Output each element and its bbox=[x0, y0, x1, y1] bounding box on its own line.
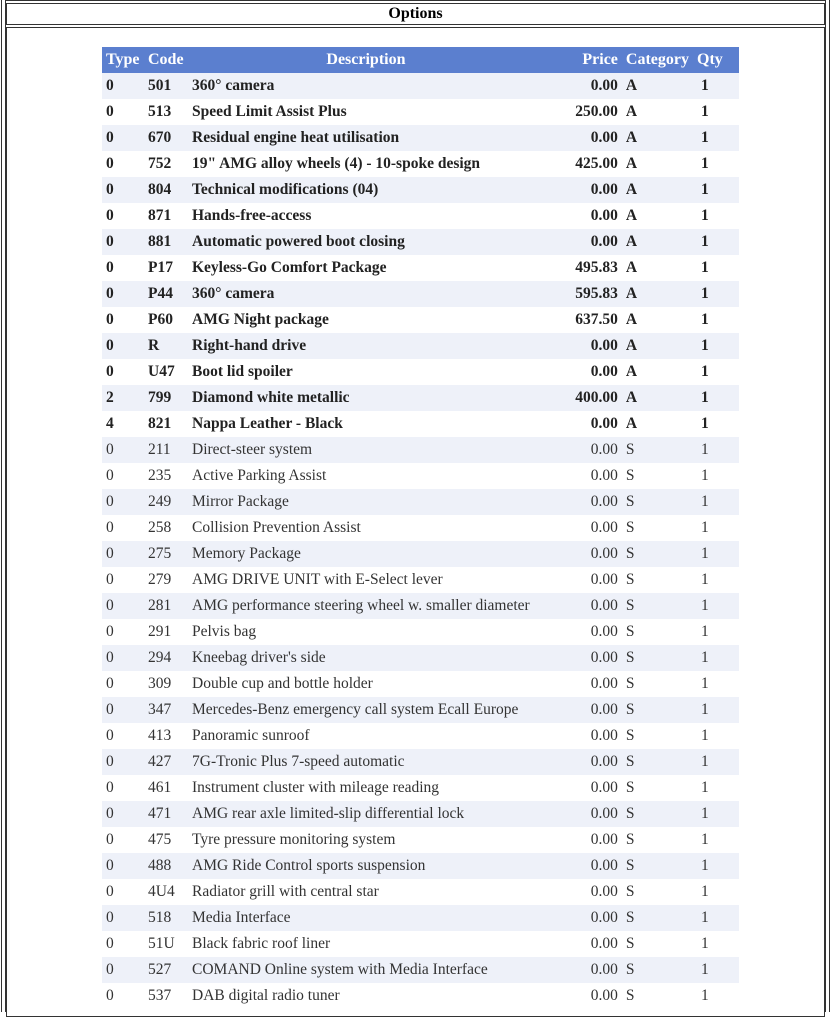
cell-qty: 1 bbox=[693, 567, 739, 593]
cell-description: AMG Night package bbox=[188, 307, 544, 333]
cell-price: 0.00 bbox=[544, 125, 622, 151]
cell-qty: 1 bbox=[693, 203, 739, 229]
cell-qty: 1 bbox=[693, 957, 739, 983]
cell-description: Right-hand drive bbox=[188, 333, 544, 359]
cell-code: P60 bbox=[144, 307, 188, 333]
cell-code: 291 bbox=[144, 619, 188, 645]
cell-category: S bbox=[622, 463, 693, 489]
cell-price: 425.00 bbox=[544, 151, 622, 177]
cell-type: 0 bbox=[102, 775, 144, 801]
cell-description: Panoramic sunroof bbox=[188, 723, 544, 749]
cell-qty: 1 bbox=[693, 177, 739, 203]
cell-code: 527 bbox=[144, 957, 188, 983]
cell-category: S bbox=[622, 515, 693, 541]
cell-type: 0 bbox=[102, 671, 144, 697]
table-row bbox=[102, 463, 739, 489]
cell-code: 799 bbox=[144, 385, 188, 411]
table-row bbox=[102, 281, 739, 307]
cell-price: 0.00 bbox=[544, 801, 622, 827]
cell-type: 0 bbox=[102, 125, 144, 151]
cell-type: 0 bbox=[102, 801, 144, 827]
table-row bbox=[102, 203, 739, 229]
cell-description: Black fabric roof liner bbox=[188, 931, 544, 957]
table-row bbox=[102, 749, 739, 775]
cell-code: 4U4 bbox=[144, 879, 188, 905]
table-row bbox=[102, 255, 739, 281]
cell-price: 0.00 bbox=[544, 489, 622, 515]
cell-type: 0 bbox=[102, 957, 144, 983]
cell-type: 0 bbox=[102, 281, 144, 307]
cell-category: S bbox=[622, 567, 693, 593]
cell-category: A bbox=[622, 281, 693, 307]
table-row bbox=[102, 125, 739, 151]
cell-description: Instrument cluster with mileage reading bbox=[188, 775, 544, 801]
table-row bbox=[102, 593, 739, 619]
cell-code: 235 bbox=[144, 463, 188, 489]
cell-qty: 1 bbox=[693, 359, 739, 385]
cell-category: S bbox=[622, 541, 693, 567]
cell-category: A bbox=[622, 333, 693, 359]
cell-code: 471 bbox=[144, 801, 188, 827]
table-row bbox=[102, 73, 739, 99]
cell-code: 249 bbox=[144, 489, 188, 515]
cell-type: 0 bbox=[102, 567, 144, 593]
cell-price: 0.00 bbox=[544, 515, 622, 541]
cell-type: 2 bbox=[102, 385, 144, 411]
cell-category: S bbox=[622, 619, 693, 645]
cell-price: 0.00 bbox=[544, 229, 622, 255]
cell-description: Media Interface bbox=[188, 905, 544, 931]
table-row bbox=[102, 567, 739, 593]
table-row bbox=[102, 697, 739, 723]
cell-price: 0.00 bbox=[544, 905, 622, 931]
cell-category: A bbox=[622, 73, 693, 99]
cell-description: Collision Prevention Assist bbox=[188, 515, 544, 541]
table-row bbox=[102, 359, 739, 385]
cell-description: Automatic powered boot closing bbox=[188, 229, 544, 255]
cell-qty: 1 bbox=[693, 125, 739, 151]
cell-qty: 1 bbox=[693, 645, 739, 671]
cell-category: S bbox=[622, 879, 693, 905]
cell-price: 0.00 bbox=[544, 879, 622, 905]
cell-price: 0.00 bbox=[544, 203, 622, 229]
table-row bbox=[102, 645, 739, 671]
cell-category: S bbox=[622, 905, 693, 931]
cell-code: R bbox=[144, 333, 188, 359]
cell-qty: 1 bbox=[693, 723, 739, 749]
cell-price: 0.00 bbox=[544, 359, 622, 385]
cell-price: 0.00 bbox=[544, 931, 622, 957]
cell-category: S bbox=[622, 723, 693, 749]
cell-qty: 1 bbox=[693, 229, 739, 255]
cell-price: 0.00 bbox=[544, 73, 622, 99]
cell-code: P17 bbox=[144, 255, 188, 281]
cell-category: A bbox=[622, 229, 693, 255]
cell-description: AMG performance steering wheel w. smaller diameter bbox=[188, 593, 544, 619]
cell-category: S bbox=[622, 827, 693, 853]
cell-qty: 1 bbox=[693, 73, 739, 99]
cell-qty: 1 bbox=[693, 827, 739, 853]
cell-type: 0 bbox=[102, 827, 144, 853]
cell-qty: 1 bbox=[693, 593, 739, 619]
cell-description: Keyless-Go Comfort Package bbox=[188, 255, 544, 281]
cell-code: 279 bbox=[144, 567, 188, 593]
cell-price: 0.00 bbox=[544, 541, 622, 567]
cell-type: 0 bbox=[102, 255, 144, 281]
cell-qty: 1 bbox=[693, 541, 739, 567]
cell-price: 0.00 bbox=[544, 957, 622, 983]
table-row bbox=[102, 801, 739, 827]
cell-price: 637.50 bbox=[544, 307, 622, 333]
cell-code: 871 bbox=[144, 203, 188, 229]
cell-qty: 1 bbox=[693, 255, 739, 281]
table-row bbox=[102, 541, 739, 567]
cell-description: Technical modifications (04) bbox=[188, 177, 544, 203]
cell-price: 495.83 bbox=[544, 255, 622, 281]
cell-type: 0 bbox=[102, 177, 144, 203]
cell-category: A bbox=[622, 177, 693, 203]
table-row bbox=[102, 775, 739, 801]
table-row bbox=[102, 307, 739, 333]
cell-price: 0.00 bbox=[544, 463, 622, 489]
cell-qty: 1 bbox=[693, 671, 739, 697]
cell-category: S bbox=[622, 645, 693, 671]
column-header-category: Category bbox=[622, 47, 693, 73]
cell-code: 752 bbox=[144, 151, 188, 177]
cell-category: A bbox=[622, 255, 693, 281]
table-row bbox=[102, 723, 739, 749]
cell-category: S bbox=[622, 801, 693, 827]
cell-category: A bbox=[622, 151, 693, 177]
cell-price: 0.00 bbox=[544, 671, 622, 697]
table-row bbox=[102, 671, 739, 697]
cell-code: 294 bbox=[144, 645, 188, 671]
options-content bbox=[6, 27, 825, 1017]
cell-code: 513 bbox=[144, 99, 188, 125]
table-row bbox=[102, 385, 739, 411]
cell-qty: 1 bbox=[693, 905, 739, 931]
cell-category: A bbox=[622, 411, 693, 437]
cell-code: 461 bbox=[144, 775, 188, 801]
table-row bbox=[102, 99, 739, 125]
cell-qty: 1 bbox=[693, 515, 739, 541]
column-header-description: Description bbox=[188, 47, 544, 73]
cell-type: 4 bbox=[102, 411, 144, 437]
cell-category: S bbox=[622, 983, 693, 1009]
table-row bbox=[102, 983, 739, 1009]
cell-description: 360° camera bbox=[188, 281, 544, 307]
cell-description: Hands-free-access bbox=[188, 203, 544, 229]
cell-description: Memory Package bbox=[188, 541, 544, 567]
cell-qty: 1 bbox=[693, 801, 739, 827]
cell-code: U47 bbox=[144, 359, 188, 385]
cell-qty: 1 bbox=[693, 749, 739, 775]
cell-type: 0 bbox=[102, 463, 144, 489]
cell-code: 488 bbox=[144, 853, 188, 879]
cell-category: S bbox=[622, 931, 693, 957]
cell-description: Direct-steer system bbox=[188, 437, 544, 463]
table-header-row bbox=[102, 47, 739, 73]
cell-qty: 1 bbox=[693, 983, 739, 1009]
cell-category: S bbox=[622, 593, 693, 619]
cell-code: 258 bbox=[144, 515, 188, 541]
table-row bbox=[102, 619, 739, 645]
cell-type: 0 bbox=[102, 99, 144, 125]
cell-qty: 1 bbox=[693, 333, 739, 359]
cell-description: COMAND Online system with Media Interface bbox=[188, 957, 544, 983]
cell-description: Diamond white metallic bbox=[188, 385, 544, 411]
cell-category: A bbox=[622, 125, 693, 151]
cell-type: 0 bbox=[102, 73, 144, 99]
cell-category: S bbox=[622, 437, 693, 463]
cell-category: A bbox=[622, 99, 693, 125]
options-table bbox=[102, 47, 739, 1009]
frame-top-border bbox=[5, 0, 826, 1]
cell-qty: 1 bbox=[693, 463, 739, 489]
cell-description: AMG Ride Control sports suspension bbox=[188, 853, 544, 879]
cell-price: 0.00 bbox=[544, 983, 622, 1009]
cell-price: 0.00 bbox=[544, 645, 622, 671]
table-row bbox=[102, 957, 739, 983]
cell-description: Speed Limit Assist Plus bbox=[188, 99, 544, 125]
cell-type: 0 bbox=[102, 879, 144, 905]
cell-qty: 1 bbox=[693, 489, 739, 515]
table-row bbox=[102, 905, 739, 931]
cell-qty: 1 bbox=[693, 697, 739, 723]
column-header-qty: Qty bbox=[693, 47, 739, 73]
cell-type: 0 bbox=[102, 983, 144, 1009]
table-row bbox=[102, 333, 739, 359]
cell-price: 0.00 bbox=[544, 619, 622, 645]
cell-type: 0 bbox=[102, 697, 144, 723]
cell-description: Pelvis bag bbox=[188, 619, 544, 645]
cell-price: 0.00 bbox=[544, 177, 622, 203]
cell-type: 0 bbox=[102, 437, 144, 463]
cell-qty: 1 bbox=[693, 931, 739, 957]
cell-type: 0 bbox=[102, 723, 144, 749]
table-row bbox=[102, 827, 739, 853]
cell-description: Active Parking Assist bbox=[188, 463, 544, 489]
cell-description: 19" AMG alloy wheels (4) - 10-spoke design bbox=[188, 151, 544, 177]
cell-category: A bbox=[622, 359, 693, 385]
cell-description: Radiator grill with central star bbox=[188, 879, 544, 905]
cell-description: Mirror Package bbox=[188, 489, 544, 515]
cell-price: 0.00 bbox=[544, 411, 622, 437]
cell-type: 0 bbox=[102, 489, 144, 515]
cell-price: 0.00 bbox=[544, 775, 622, 801]
cell-description: Kneebag driver's side bbox=[188, 645, 544, 671]
cell-code: 51U bbox=[144, 931, 188, 957]
cell-price: 0.00 bbox=[544, 333, 622, 359]
cell-category: A bbox=[622, 307, 693, 333]
cell-category: S bbox=[622, 671, 693, 697]
cell-category: S bbox=[622, 697, 693, 723]
cell-price: 400.00 bbox=[544, 385, 622, 411]
cell-price: 0.00 bbox=[544, 437, 622, 463]
cell-code: 347 bbox=[144, 697, 188, 723]
cell-code: 670 bbox=[144, 125, 188, 151]
cell-category: S bbox=[622, 853, 693, 879]
cell-code: P44 bbox=[144, 281, 188, 307]
cell-type: 0 bbox=[102, 151, 144, 177]
table-row bbox=[102, 437, 739, 463]
table-row bbox=[102, 411, 739, 437]
cell-qty: 1 bbox=[693, 775, 739, 801]
cell-description: DAB digital radio tuner bbox=[188, 983, 544, 1009]
cell-qty: 1 bbox=[693, 385, 739, 411]
cell-qty: 1 bbox=[693, 281, 739, 307]
cell-type: 0 bbox=[102, 359, 144, 385]
table-row bbox=[102, 931, 739, 957]
cell-type: 0 bbox=[102, 645, 144, 671]
cell-price: 0.00 bbox=[544, 853, 622, 879]
cell-code: 427 bbox=[144, 749, 188, 775]
cell-code: 413 bbox=[144, 723, 188, 749]
cell-description: AMG DRIVE UNIT with E-Select lever bbox=[188, 567, 544, 593]
cell-type: 0 bbox=[102, 307, 144, 333]
cell-description: Mercedes-Benz emergency call system Ecall Europe bbox=[188, 697, 544, 723]
cell-type: 0 bbox=[102, 619, 144, 645]
cell-code: 275 bbox=[144, 541, 188, 567]
table-row bbox=[102, 879, 739, 905]
cell-code: 518 bbox=[144, 905, 188, 931]
cell-type: 0 bbox=[102, 749, 144, 775]
table-row bbox=[102, 515, 739, 541]
cell-category: S bbox=[622, 749, 693, 775]
cell-qty: 1 bbox=[693, 151, 739, 177]
cell-category: S bbox=[622, 957, 693, 983]
cell-code: 881 bbox=[144, 229, 188, 255]
column-header-code: Code bbox=[144, 47, 188, 73]
cell-qty: 1 bbox=[693, 411, 739, 437]
cell-code: 804 bbox=[144, 177, 188, 203]
cell-category: A bbox=[622, 203, 693, 229]
cell-price: 0.00 bbox=[544, 827, 622, 853]
column-header-price: Price bbox=[544, 47, 622, 73]
cell-type: 0 bbox=[102, 853, 144, 879]
table-row bbox=[102, 151, 739, 177]
cell-qty: 1 bbox=[693, 879, 739, 905]
cell-code: 211 bbox=[144, 437, 188, 463]
cell-price: 0.00 bbox=[544, 697, 622, 723]
cell-qty: 1 bbox=[693, 437, 739, 463]
cell-description: 360° camera bbox=[188, 73, 544, 99]
cell-qty: 1 bbox=[693, 307, 739, 333]
table-row bbox=[102, 229, 739, 255]
cell-category: A bbox=[622, 385, 693, 411]
cell-code: 821 bbox=[144, 411, 188, 437]
cell-description: AMG rear axle limited-slip differential lock bbox=[188, 801, 544, 827]
column-header-type: Type bbox=[102, 47, 144, 73]
cell-price: 595.83 bbox=[544, 281, 622, 307]
cell-description: 7G-Tronic Plus 7-speed automatic bbox=[188, 749, 544, 775]
cell-price: 250.00 bbox=[544, 99, 622, 125]
cell-code: 309 bbox=[144, 671, 188, 697]
cell-price: 0.00 bbox=[544, 567, 622, 593]
cell-qty: 1 bbox=[693, 619, 739, 645]
cell-type: 0 bbox=[102, 593, 144, 619]
cell-type: 0 bbox=[102, 333, 144, 359]
cell-description: Residual engine heat utilisation bbox=[188, 125, 544, 151]
cell-code: 501 bbox=[144, 73, 188, 99]
cell-type: 0 bbox=[102, 905, 144, 931]
table-row bbox=[102, 489, 739, 515]
section-title: Options bbox=[6, 3, 825, 25]
options-table-body bbox=[102, 73, 739, 1009]
cell-qty: 1 bbox=[693, 853, 739, 879]
table-row bbox=[102, 853, 739, 879]
cell-type: 0 bbox=[102, 541, 144, 567]
cell-category: S bbox=[622, 775, 693, 801]
cell-type: 0 bbox=[102, 931, 144, 957]
cell-description: Double cup and bottle holder bbox=[188, 671, 544, 697]
cell-type: 0 bbox=[102, 515, 144, 541]
cell-description: Boot lid spoiler bbox=[188, 359, 544, 385]
cell-code: 281 bbox=[144, 593, 188, 619]
cell-code: 537 bbox=[144, 983, 188, 1009]
cell-description: Nappa Leather - Black bbox=[188, 411, 544, 437]
cell-description: Tyre pressure monitoring system bbox=[188, 827, 544, 853]
cell-type: 0 bbox=[102, 203, 144, 229]
cell-price: 0.00 bbox=[544, 749, 622, 775]
cell-qty: 1 bbox=[693, 99, 739, 125]
cell-code: 475 bbox=[144, 827, 188, 853]
table-row bbox=[102, 177, 739, 203]
cell-type: 0 bbox=[102, 229, 144, 255]
cell-price: 0.00 bbox=[544, 723, 622, 749]
cell-category: S bbox=[622, 489, 693, 515]
cell-price: 0.00 bbox=[544, 593, 622, 619]
